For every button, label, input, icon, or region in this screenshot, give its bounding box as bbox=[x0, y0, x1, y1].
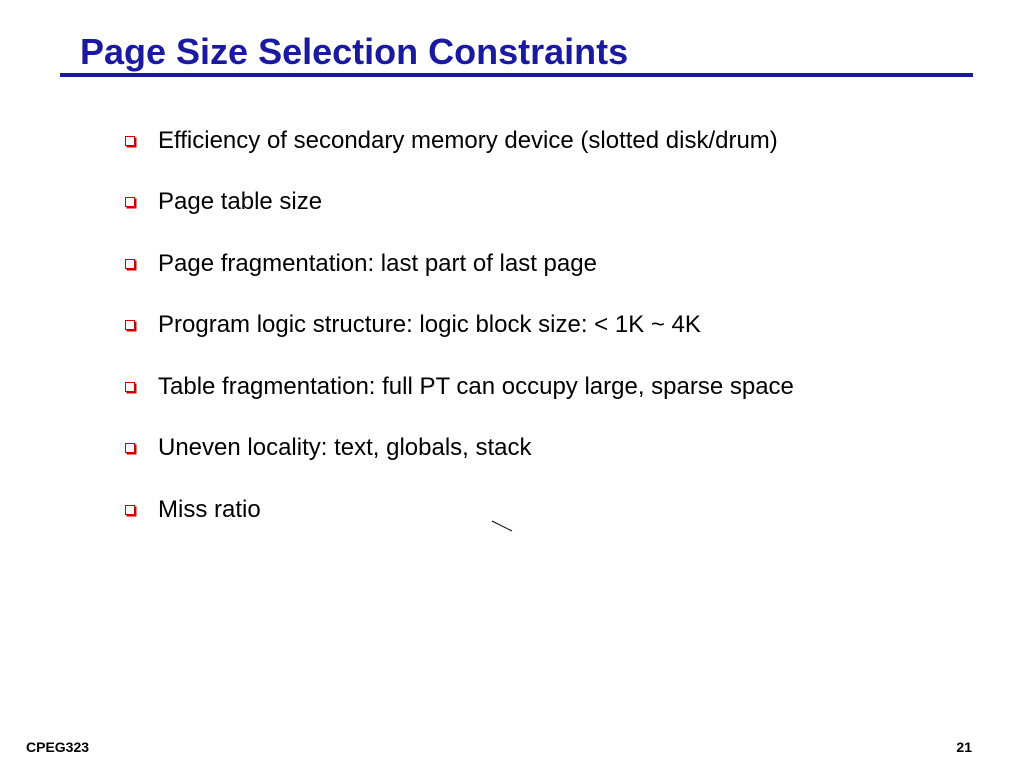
bullet-text: Uneven locality: text, globals, stack bbox=[158, 434, 532, 461]
stray-line-mark bbox=[490, 518, 514, 534]
slide-title: Page Size Selection Constraints bbox=[80, 31, 629, 72]
bullet-item bbox=[125, 124, 1005, 158]
square-bullet-icon bbox=[125, 505, 135, 515]
footer-page-number: 21 bbox=[956, 739, 972, 755]
bullet-item bbox=[125, 431, 1005, 465]
bullet-item bbox=[125, 308, 1005, 342]
bullet-text: Miss ratio bbox=[158, 496, 261, 523]
square-bullet-icon bbox=[125, 443, 135, 453]
bullet-text: Program logic structure: logic block size: < 1K ~ 4K bbox=[158, 311, 701, 338]
square-bullet-icon bbox=[125, 136, 135, 146]
square-bullet-icon bbox=[125, 382, 135, 392]
square-bullet-icon bbox=[125, 320, 135, 330]
bullet-text: Efficiency of secondary memory device (slotted disk/drum) bbox=[158, 127, 778, 154]
bullet-item bbox=[125, 493, 1005, 527]
square-bullet-icon bbox=[125, 259, 135, 269]
bullet-item bbox=[125, 370, 1005, 404]
footer-course: CPEG323 bbox=[26, 739, 90, 755]
bullet-text: Page table size bbox=[158, 188, 323, 215]
bullet-item bbox=[125, 247, 1005, 281]
bullet-item bbox=[125, 185, 1005, 219]
bullet-text: Page fragmentation: last part of last page bbox=[158, 250, 597, 277]
square-bullet-icon bbox=[125, 197, 135, 207]
bullet-text: Table fragmentation: full PT can occupy large, sparse space bbox=[158, 373, 794, 400]
title-underline bbox=[60, 73, 973, 77]
